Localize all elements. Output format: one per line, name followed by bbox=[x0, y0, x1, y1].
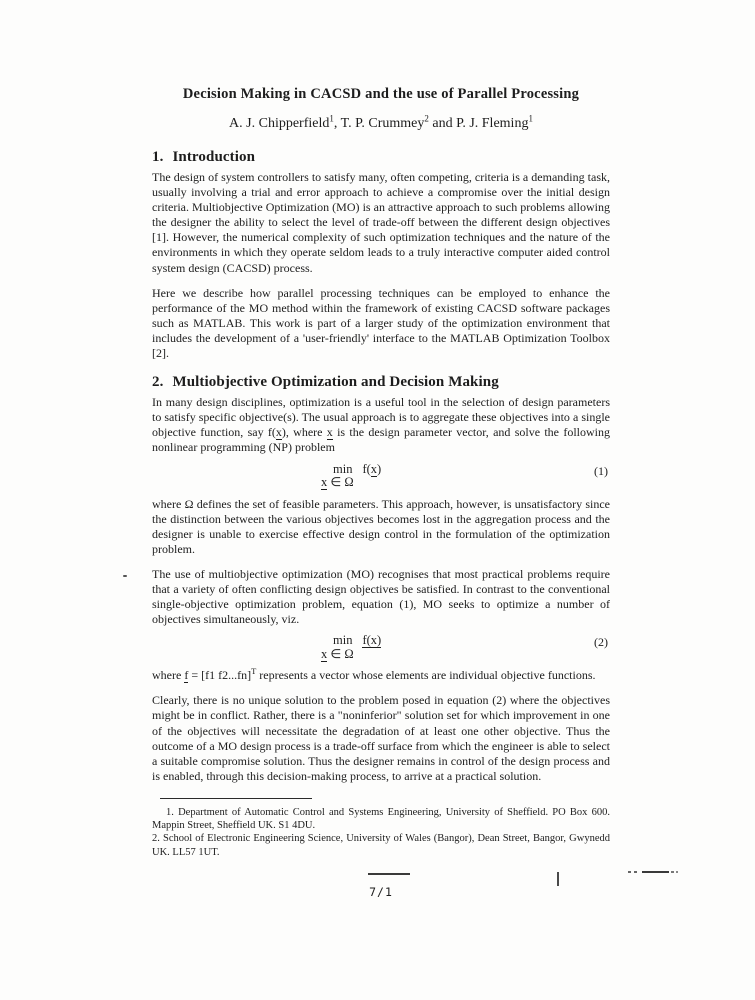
page-number: 7/1 bbox=[369, 884, 393, 899]
paragraph-text: ), where bbox=[281, 425, 327, 440]
author-line bbox=[152, 113, 610, 132]
section-1-paragraph-2: Here we describe how parallel processing techniques can be employed to enhance the performance of the MO method within the framework of existing CACSD software packages such as MATLAB. This work is part of a larger study of the optimization environment that includes the development of a 'user-friendly' interface to the MATLAB Optimization Toolbox [2]. bbox=[152, 285, 610, 361]
paragraph-text: In many design disciplines, optimization is a useful tool in the selection of design parameters to satisfy specific objective(s). The usual approach is to aggregate these objectives into a single objective function, say f( bbox=[152, 395, 610, 440]
equation-1-number: (1) bbox=[594, 463, 608, 478]
math-var-x: x bbox=[370, 461, 378, 476]
section-2-paragraph-4 bbox=[152, 668, 610, 683]
equation-2 bbox=[152, 634, 610, 661]
section-1-heading bbox=[152, 149, 610, 166]
min-operator: min bbox=[333, 633, 353, 648]
math-var-x: x bbox=[275, 425, 282, 440]
equation-2-number: (2) bbox=[594, 635, 608, 650]
math-var-x: x bbox=[321, 646, 328, 661]
section-2-paragraph-1 bbox=[152, 395, 610, 455]
footnote-1: 1. Department of Automatic Control and Systems Engineering, University of Sheffield. PO Box 600. Mappin Street, Sheffield UK. S1 4DU. bbox=[152, 806, 610, 832]
section-1-number: 1. bbox=[152, 149, 164, 165]
section-2-title: Multiobjective Optimization and Decision Making bbox=[172, 374, 499, 391]
section-2 bbox=[152, 374, 610, 784]
section-2-number: 2. bbox=[152, 374, 164, 391]
section-1-title: Introduction bbox=[172, 149, 256, 165]
constraint: x ∈ Ω bbox=[321, 475, 354, 489]
scan-artifact-dot bbox=[628, 871, 631, 873]
scan-artifact-line-right bbox=[642, 871, 669, 873]
objective-function: f(x) bbox=[362, 461, 382, 476]
section-2-heading bbox=[152, 374, 610, 391]
math-var-x: x bbox=[326, 425, 333, 440]
author-2: , T. P. Crummey bbox=[333, 116, 425, 131]
author-3: and P. J. Fleming bbox=[428, 116, 529, 131]
author-2-affiliation-ref: 2 bbox=[424, 113, 429, 124]
constraint: x ∈ Ω bbox=[321, 646, 354, 661]
author-3-affiliation-ref: 1 bbox=[528, 113, 533, 124]
equation-1 bbox=[152, 463, 610, 490]
objective-vector-function: f(x) bbox=[362, 633, 382, 648]
section-2-paragraph-2: where Ω defines the set of feasible parameters. This approach, however, is unsatisfactory since the distinction between the various objectives becomes lost in the aggregation process and the designer is unable to exercise effective design control in the formulation of the optimization problem. bbox=[152, 496, 610, 556]
author-1: A. J. Chipperfield bbox=[229, 116, 330, 131]
paper-title: Decision Making in CACSD and the use of Parallel Processing bbox=[182, 86, 580, 102]
scan-artifact-vertical-tick bbox=[557, 872, 559, 886]
scan-artifact-dot bbox=[634, 871, 637, 873]
paragraph-text: where bbox=[152, 668, 185, 683]
footnote-block bbox=[152, 798, 610, 859]
paragraph-text: represents a vector whose elements are individual objective functions. bbox=[256, 668, 596, 683]
min-operator: min bbox=[333, 461, 353, 476]
paper-content-column bbox=[152, 86, 610, 899]
scan-artifact-dot bbox=[676, 871, 678, 873]
transpose-superscript: T bbox=[251, 666, 257, 677]
section-2-paragraph-5: Clearly, there is no unique solution to the problem posed in equation (2) where the objectives might be in conflict. Rather, there is a "noninferior" solution set for which improvement in one of the objectives will necessitate the degradation of at least one other objective. Thus the outcome of a MO design process is a trade-off surface from which the engineer is able to select a suitable compromise solution. Thus the designer remains in control of the design process and is enabled, through this decision-making process, to arrive at a practical solution. bbox=[152, 693, 610, 783]
scan-artifact-margin-dot bbox=[123, 575, 127, 577]
paragraph-text: = [f1 f2...fn] bbox=[188, 668, 252, 683]
math-var-f: f bbox=[184, 668, 189, 683]
author-1-affiliation-ref: 1 bbox=[329, 113, 334, 124]
paragraph-text: is the design parameter vector, and solve the following nonlinear programming (NP) problem bbox=[152, 425, 610, 455]
footnote-rule bbox=[160, 798, 312, 799]
section-2-paragraph-3: The use of multiobjective optimization (MO) recognises that most practical problems require that a variety of often conflicting design objectives be satisfied. In contrast to the conventional single-objective optimization problem, equation (1), MO seeks to optimize a number of objectives simultaneously, viz. bbox=[152, 566, 610, 627]
scan-artifact-dot bbox=[671, 871, 674, 873]
math-var-x: x bbox=[321, 475, 328, 489]
footnote-2: 2. School of Electronic Engineering Science, University of Wales (Bangor), Dean Street, Bangor, Gwynedd UK. LL57 1UT. bbox=[152, 833, 610, 858]
section-1 bbox=[152, 149, 610, 361]
scan-artifact-line-left bbox=[368, 873, 410, 875]
section-1-paragraph-1: The design of system controllers to satisfy many, often competing, criteria is a demanding task, usually involving a trial and error approach to achieve a compromise over the initial design criteria. Multiobjective Optimization (MO) is an attractive approach to such problems allowing the designer the ability to select the level of trade-off between the different design objectives [1]. However, the numerical complexity of such optimization techniques and the nature of the environments in which they operate seldom leads to a truly interactive computer aided control system design (CACSD) process. bbox=[152, 170, 610, 275]
